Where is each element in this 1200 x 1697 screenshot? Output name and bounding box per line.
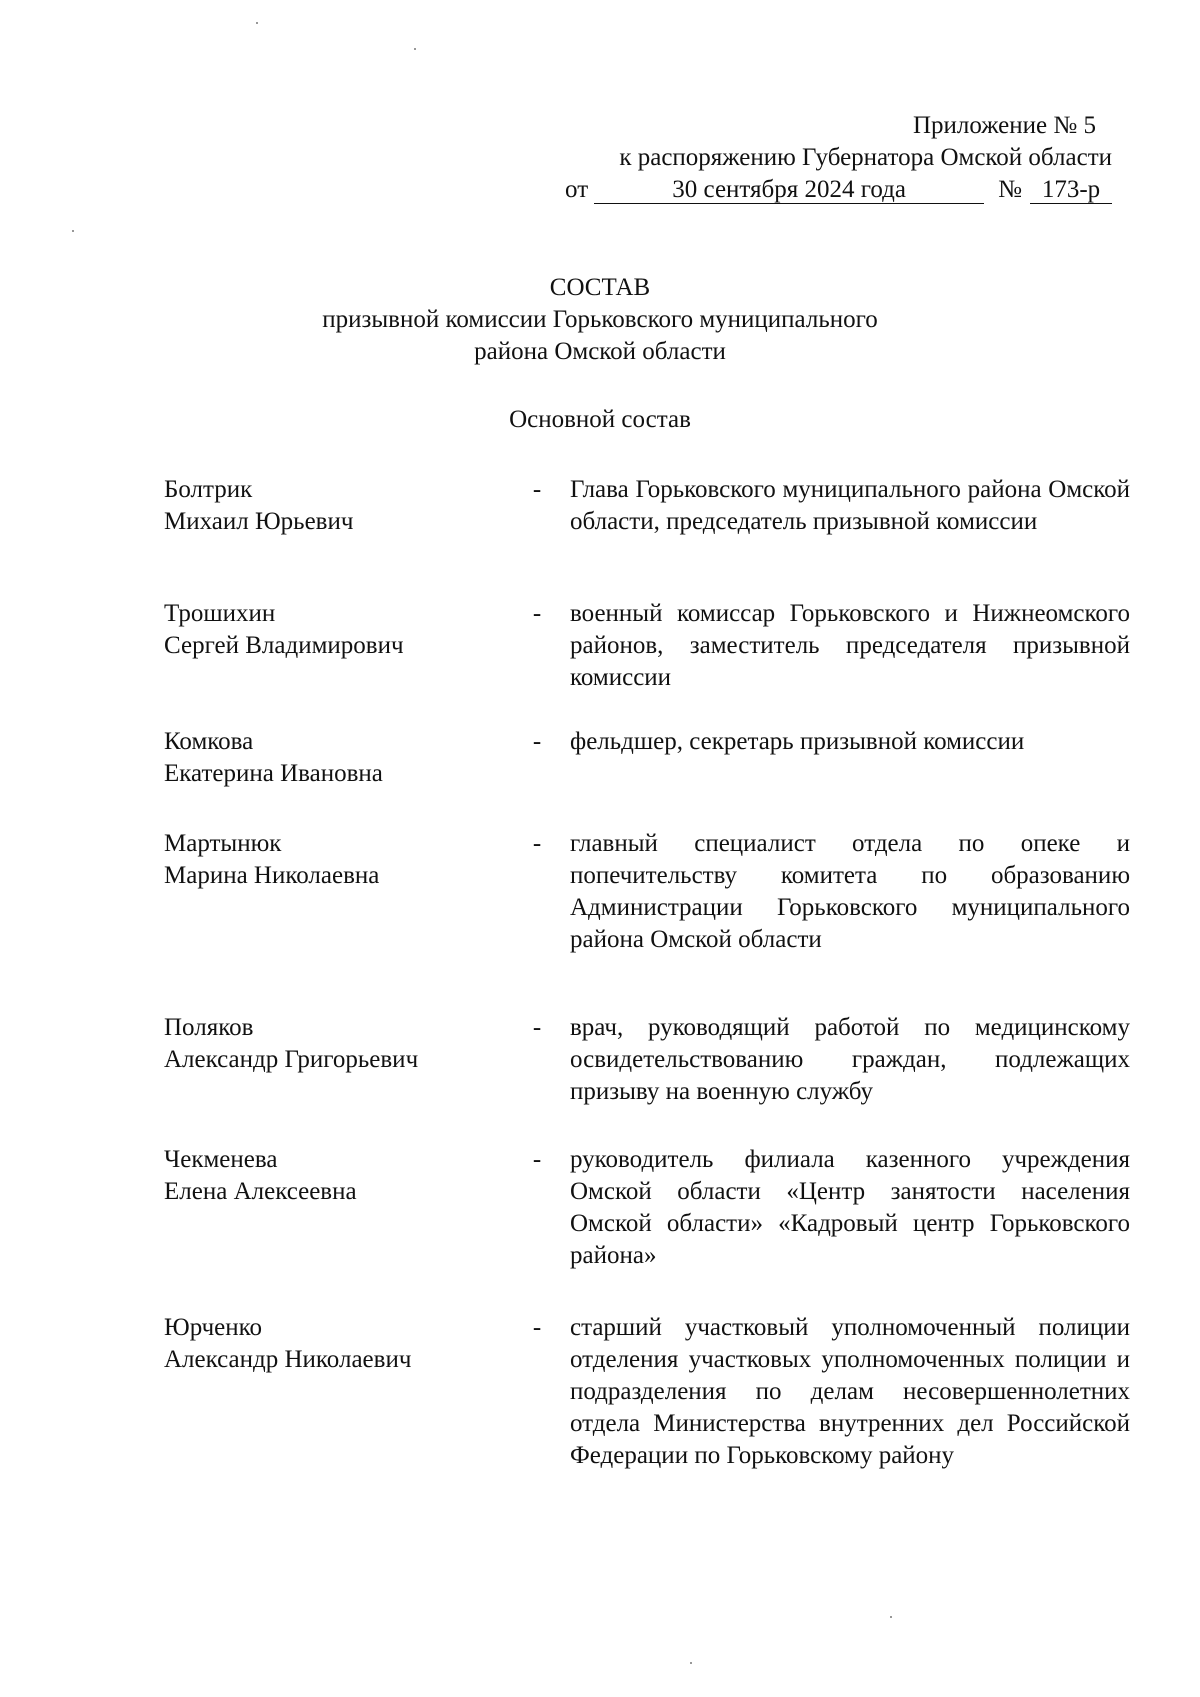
member-surname: Юрченко (164, 1314, 262, 1341)
order-number-label: № (998, 176, 1022, 203)
member-role: врач, руководящий работой по медицинскому освидетельствованию граждан, подлежащих призыву на военную службу (570, 1014, 1130, 1105)
appendix-date-line (552, 174, 1112, 206)
dash-separator: - (532, 1146, 542, 1173)
scan-speck (690, 1662, 692, 1664)
title-line-1: призывной комиссии Горьковского муниципального (322, 306, 878, 333)
appendix-header (552, 110, 1112, 206)
member-given-names: Елена Алексеевна (164, 1178, 357, 1205)
member-row (164, 1312, 1130, 1472)
member-name (164, 1012, 514, 1076)
member-name (164, 1312, 514, 1376)
member-given-names: Александр Николаевич (164, 1346, 412, 1373)
member-row (164, 726, 1114, 790)
member-row (164, 474, 1130, 538)
member-row (164, 1012, 1130, 1108)
member-given-names: Михаил Юрьевич (164, 508, 354, 535)
member-surname: Трошихин (164, 600, 276, 627)
member-given-names: Марина Николаевна (164, 862, 380, 889)
section-title: Основной состав (509, 406, 691, 433)
member-surname: Болтрик (164, 476, 253, 503)
member-given-names: Александр Григорьевич (164, 1046, 419, 1073)
dash-separator: - (532, 600, 542, 627)
scan-speck (414, 48, 416, 50)
member-name (164, 828, 514, 892)
member-surname: Мартынюк (164, 830, 282, 857)
appendix-number: Приложение № 5 (912, 112, 1096, 139)
member-surname: Поляков (164, 1014, 254, 1041)
member-row (164, 1144, 1130, 1272)
member-row (164, 828, 1130, 956)
member-role: старший участковый уполномоченный полиции отделения участковых уполномоченных полиции и подразделения по делам несовершеннолетних отдела Министерства внутренних дел Российской Федерации по Горьковскому району (570, 1314, 1130, 1469)
member-role: руководитель филиала казенного учреждения Омской области «Центр занятости населения Омской области» «Кадровый центр Горьковского района» (570, 1146, 1130, 1269)
title-line-2: района Омской области (474, 338, 726, 365)
scan-speck (256, 22, 258, 24)
member-role: военный комиссар Горьковского и Нижнеомского районов, заместитель председателя призывной комиссии (570, 600, 1130, 691)
members-list (164, 474, 1130, 1506)
date-prefix: от (565, 176, 589, 203)
scan-speck (72, 230, 74, 232)
dash-separator: - (532, 830, 542, 857)
member-row (164, 598, 1130, 694)
scan-speck (890, 1616, 892, 1618)
member-surname: Чекменева (164, 1146, 278, 1173)
member-name (164, 1144, 514, 1208)
member-role: главный специалист отдела по опеке и попечительству комитета по образованию Администрации Горьковского муниципального района Омской области (570, 830, 1130, 953)
appendix-reference: к распоряжению Губернатора Омской области (619, 144, 1112, 171)
dash-separator: - (532, 476, 542, 503)
member-surname: Комкова (164, 728, 254, 755)
document-title (0, 272, 1200, 368)
member-role: фельдшер, секретарь призывной комиссии (570, 728, 1025, 755)
title-main: СОСТАВ (549, 274, 651, 301)
order-date: 30 сентября 2024 года (594, 177, 984, 204)
member-name (164, 598, 514, 662)
member-name (164, 474, 514, 538)
dash-separator: - (532, 1014, 542, 1041)
dash-separator: - (532, 1314, 542, 1341)
dash-separator: - (532, 728, 542, 755)
member-role: Глава Горьковского муниципального района Омской области, председатель призывной комиссии (570, 476, 1130, 535)
member-given-names: Сергей Владимирович (164, 632, 404, 659)
member-name (164, 726, 514, 790)
member-given-names: Екатерина Ивановна (164, 760, 383, 787)
order-number: 173-р (1030, 177, 1112, 204)
